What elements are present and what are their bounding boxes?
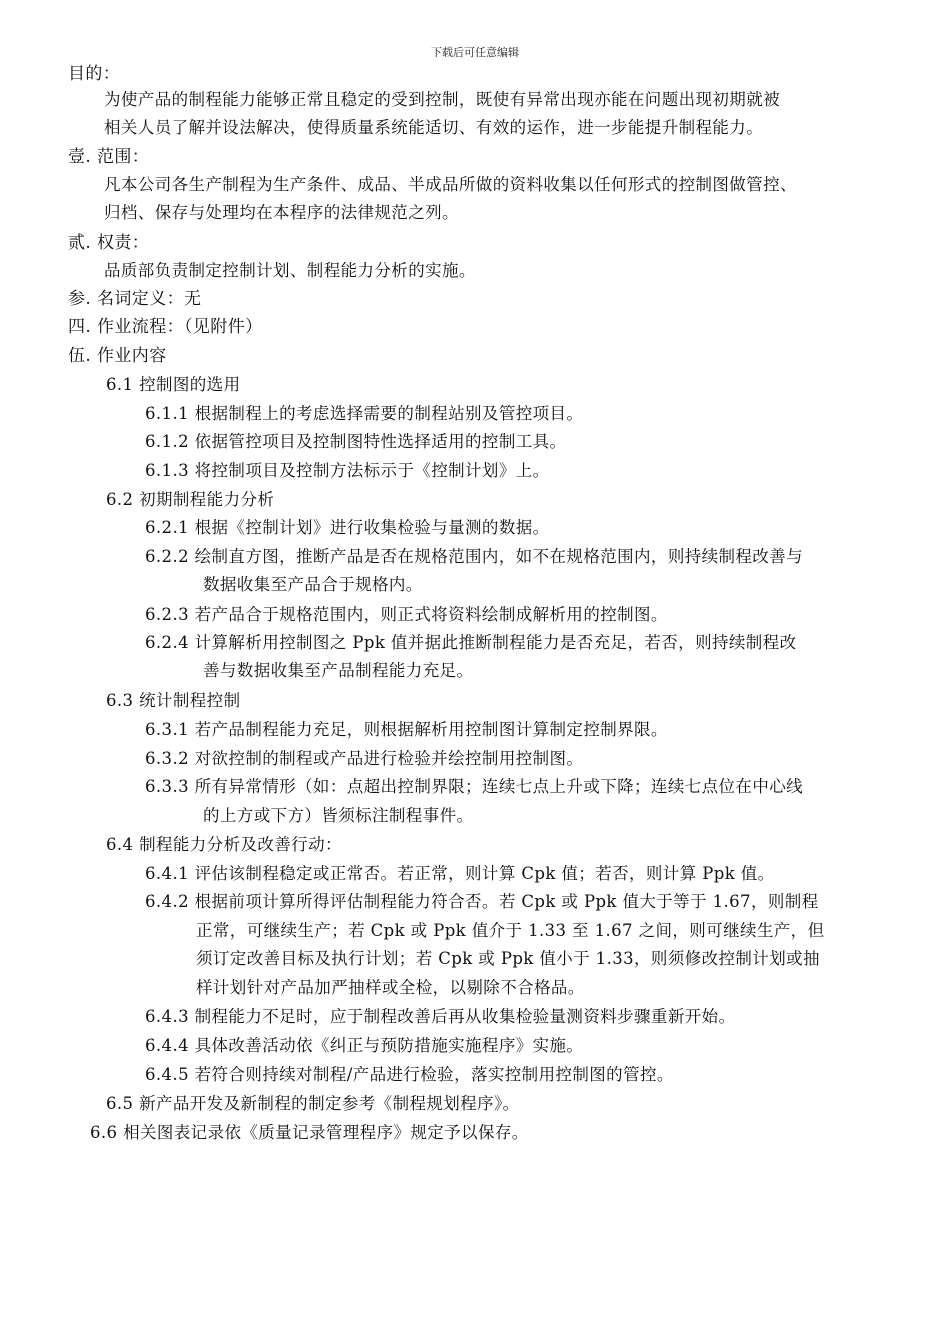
item-line: 6.2.3 若产品合于规格范围内，则正式将资料绘制成解析用的控制图。 [145,605,668,624]
section-responsibility-heading: 贰. 权责： [68,233,150,253]
item-continuation: 数据收集至产品合于规格内。 [203,575,423,594]
item-continuation: 须订定改善目标及执行计划；若 Cpk 或 Ppk 值小于 1.33，则须修改控制计划或抽 [196,949,820,968]
item-line: 6.4.4 具体改善活动依《纠正与预防措施实施程序》实施。 [145,1036,584,1055]
page-header-note: 下载后可任意编辑 [431,46,519,59]
item-line: 6.3.3 所有异常情形（如：点超出控制界限；连续七点上升或下降；连续七点位在中心线 [145,777,804,796]
section-scope-heading: 壹. 范围： [68,147,150,167]
item-line: 6.1.2 依据管控项目及控制图特性选择适用的控制工具。 [145,432,567,451]
item-continuation: 正常，可继续生产；若 Cpk 或 Ppk 值介于 1.33 至 1.67 之间，则可继续生产，但 [196,921,825,940]
item-line: 6.4.2 根据前项计算所得评估制程能力符合否。若 Cpk 或 Ppk 值大于等于 1.67，则制程 [145,892,819,911]
section-content-heading: 伍. 作业内容 [68,346,167,366]
subsection-heading: 6.1 控制图的选用 [106,375,241,394]
paragraph-line: 归档、保存与处理均在本程序的法律规范之列。 [104,203,459,222]
item-line: 6.1.3 将控制项目及控制方法标示于《控制计划》上。 [145,461,550,480]
section-flow-heading: 四. 作业流程：（见附件） [68,317,263,337]
item-continuation: 的上方或下方）皆须标注制程事件。 [203,806,474,825]
item-line: 6.4.3 制程能力不足时，应于制程改善后再从收集检验量测资料步骤重新开始。 [145,1007,736,1026]
subsection-heading: 6.3 统计制程控制 [106,691,241,710]
subsection-heading: 6.5 新产品开发及新制程的制定参考《制程规划程序》。 [106,1094,520,1113]
subsection-heading: 6.4 制程能力分析及改善行动： [106,835,342,854]
item-line: 6.2.1 根据《控制计划》进行收集检验与量测的数据。 [145,518,550,537]
paragraph-line: 品质部负责制定控制计划、制程能力分析的实施。 [104,261,476,280]
subsection-heading: 6.6 相关图表记录依《质量记录管理程序》规定予以保存。 [90,1123,529,1142]
section-purpose-heading: 目的： [68,64,121,84]
section-definitions-heading: 参. 名词定义：无 [68,289,202,309]
item-line: 6.4.5 若符合则持续对制程/产品进行检验，落实控制用控制图的管控。 [145,1065,674,1084]
subsection-heading: 6.2 初期制程能力分析 [106,490,275,509]
item-continuation: 样计划针对产品加严抽样或全检，以剔除不合格品。 [196,978,585,997]
item-line: 6.2.4 计算解析用控制图之 Ppk 值并据此推断制程能力是否充足，若否，则持续制程改 [145,633,797,652]
item-line: 6.4.1 评估该制程稳定或正常否。若正常，则计算 Cpk 值；若否，则计算 Ppk 值。 [145,864,775,883]
item-line: 6.3.2 对欲控制的制程或产品进行检验并绘控制用控制图。 [145,749,584,768]
paragraph-line: 相关人员了解并设法解决，使得质量系统能适切、有效的运作，进一步能提升制程能力。 [104,118,764,137]
item-line: 6.1.1 根据制程上的考虑选择需要的制程站别及管控项目。 [145,404,584,423]
paragraph-line: 为使产品的制程能力能够正常且稳定的受到控制，既使有异常出现亦能在问题出现初期就被 [104,90,780,109]
item-continuation: 善与数据收集至产品制程能力充足。 [203,661,474,680]
item-line: 6.2.2 绘制直方图，推断产品是否在规格范围内，如不在规格范围内，则持续制程改善与 [145,547,804,566]
item-line: 6.3.1 若产品制程能力充足，则根据解析用控制图计算制定控制界限。 [145,720,668,739]
paragraph-line: 凡本公司各生产制程为生产条件、成品、半成品所做的资料收集以任何形式的控制图做管控、 [104,175,797,194]
